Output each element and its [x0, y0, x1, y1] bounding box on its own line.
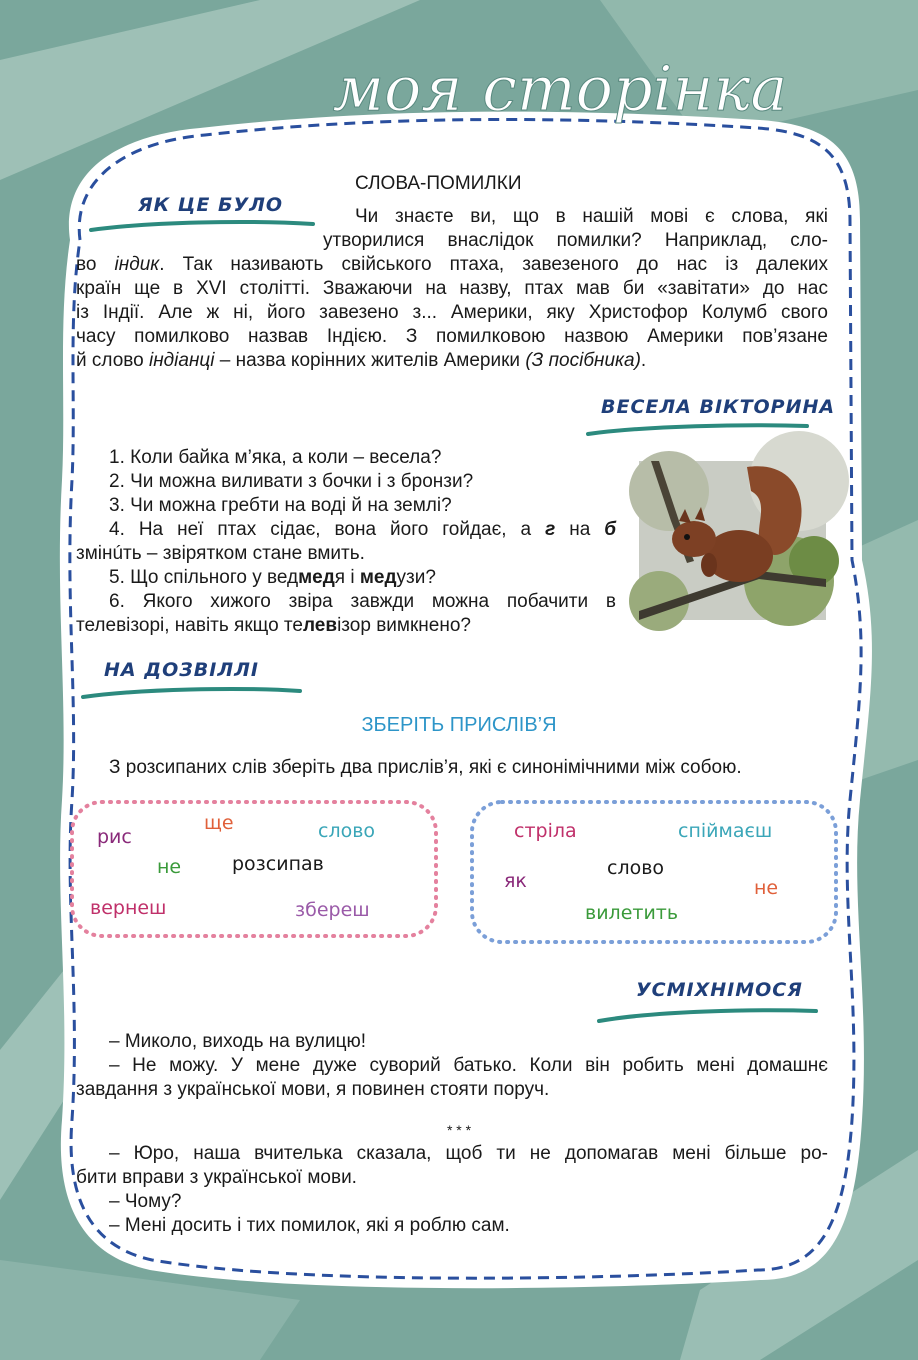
cloud1-word: слово: [318, 820, 376, 842]
cloud1-word: не: [157, 856, 182, 878]
joke-line-7: – Мені досить і тих помилок, які я роблю сам.: [109, 1215, 510, 1236]
text-run: телевізорі, навіть якщо те: [76, 615, 303, 636]
article-line-3: [76, 253, 828, 277]
text-run: во: [76, 254, 115, 275]
cloud2-word: спіймаєш: [678, 820, 773, 842]
tag-leisure: [80, 657, 310, 707]
article-line-1: Чи знаєте ви, що в нашій мові є слова, які: [355, 206, 828, 227]
cloud2-word: стріла: [514, 820, 577, 842]
letter-g: г: [545, 519, 556, 540]
text-run: .: [640, 350, 647, 371]
joke-line-3: завдання з української мови, я повинен стояти поруч.: [76, 1079, 550, 1100]
cloud2-word: слово: [607, 857, 665, 879]
cloud1-word: розсипав: [232, 853, 324, 875]
text-run: я і: [334, 567, 360, 588]
page-title-text: моя сторінка: [332, 52, 788, 125]
bold-part: лев: [302, 615, 338, 636]
tag-underline: [88, 214, 318, 234]
tag-quiz-label: ВЕСЕЛА ВІКТОРИНА: [601, 396, 836, 418]
italic-word: індіанці: [149, 350, 215, 371]
leisure-title: ЗБЕРІТЬ ПРИСЛІВ’Я: [361, 714, 557, 736]
text-run: на: [555, 519, 605, 540]
article-line-2: утворилися внаслідок помилки? Наприклад, сло-: [323, 230, 828, 251]
article-line-5: із Індії. Але ж ні, його завезено з... Америки, яку Христофор Колумб свого: [76, 302, 828, 323]
quiz-q6: 6. Якого хижого звіра завжди можна побачити в: [109, 591, 616, 612]
tag-jokes-label: УСМІХНІМОСЯ: [636, 979, 803, 1001]
quiz-q4-cont: змінúть – звірятком стане вмить.: [76, 543, 365, 564]
quiz-q6-cont: [76, 614, 471, 638]
joke-line-5: бити вправи з української мови.: [76, 1167, 357, 1188]
quiz-q3: 3. Чи можна гребти на воді й на землі?: [109, 495, 452, 516]
text-run: 5. Що спільного у вед: [109, 567, 299, 588]
cloud2-word: вилетить: [585, 902, 679, 924]
text-run: ізор вимкнено?: [337, 615, 471, 636]
tag-history: [88, 192, 318, 242]
article-title: СЛОВА-ПОМИЛКИ: [355, 173, 522, 194]
tag-underline: [80, 681, 310, 701]
text-run: . Так називають свійського птаха, завезеного до нас із далеких: [159, 254, 828, 275]
cloud2-word: як: [504, 870, 527, 892]
article-line-6: часу помилково назвав Індією. З помилковою назвою Америки пов’язане: [76, 326, 828, 347]
leisure-intro: З розсипаних слів зберіть два прислів’я, які є синонімічними між собою.: [109, 757, 742, 778]
joke-line-4: – Юро, наша вчителька сказала, щоб ти не допомагав мені більше ро-: [109, 1143, 828, 1164]
cloud1-word: ще: [204, 812, 234, 834]
quiz-q5: [109, 566, 436, 590]
joke-line-2: – Не можу. У мене дуже суворий батько. Коли він робить мені домашнє: [109, 1055, 828, 1076]
tag-underline: [596, 1001, 826, 1025]
cloud1-word: вернеш: [90, 897, 167, 919]
tag-leisure-label: НА ДОЗВІЛЛІ: [104, 659, 259, 681]
source-citation: (З посібника): [525, 350, 641, 371]
article-line-7: [76, 349, 828, 373]
text-run: й слово: [76, 350, 149, 371]
joke-line-1: – Миколо, виходь на вулицю!: [109, 1031, 367, 1052]
quiz-q2: 2. Чи можна виливати з бочки і з бронзи?: [109, 471, 474, 492]
bold-part: мед: [298, 567, 335, 588]
italic-word: індик: [114, 254, 160, 275]
quiz-q1: 1. Коли байка м’яка, а коли – весела?: [109, 447, 442, 468]
joke-separator: * * *: [446, 1122, 472, 1138]
cloud1-word: рис: [97, 826, 132, 848]
text-run: 4. На неї птах сідає, вона його гойдає, а: [109, 519, 546, 540]
joke-line-6: – Чому?: [109, 1191, 182, 1212]
tag-jokes: [596, 977, 826, 1027]
squirrel-photo: [639, 461, 826, 620]
cloud1-word: збереш: [295, 899, 370, 921]
letter-b: б: [604, 519, 617, 540]
quiz-q4: [109, 518, 616, 542]
article-line-4: країн ще в XVI столітті. Зважаючи на назву, птах мав би «завітати» до нас: [76, 278, 828, 299]
text-run: узи?: [396, 567, 436, 588]
tag-history-label: ЯК ЦЕ БУЛО: [138, 194, 284, 216]
text-run: – назва корінних жителів Америки: [214, 350, 526, 371]
bold-part: мед: [359, 567, 397, 588]
cloud2-word: не: [754, 877, 779, 899]
